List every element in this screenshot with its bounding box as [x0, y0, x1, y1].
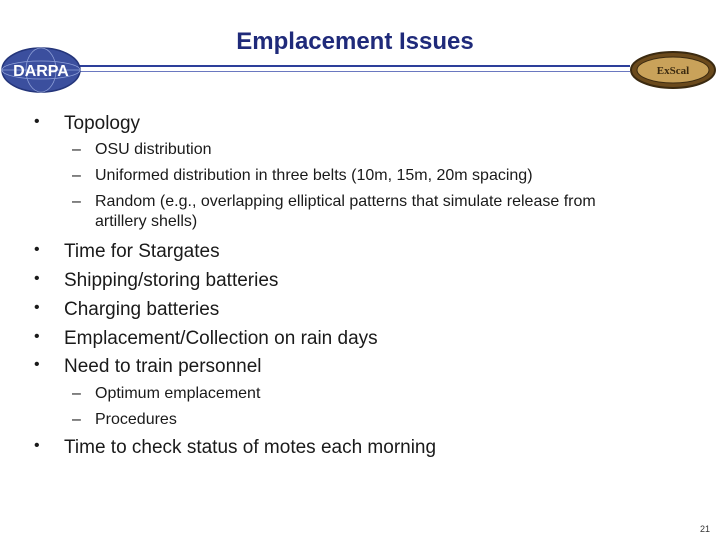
- bullet-marker: •: [34, 328, 40, 345]
- sub-bullet-text: artillery shells): [95, 213, 198, 230]
- bullet-marker: •: [34, 113, 40, 130]
- bullet-text: Topology: [64, 113, 141, 134]
- bullet-text: Emplacement/Collection on rain days: [64, 328, 378, 349]
- sub-bullet-text: OSU distribution: [95, 141, 212, 158]
- bullet-text: Time to check status of motes each morning: [64, 437, 437, 458]
- bullet-marker: •: [34, 356, 40, 373]
- exscal-logo-text: ExScal: [656, 65, 690, 77]
- exscal-logo: [630, 50, 716, 90]
- title-rule: [70, 65, 630, 67]
- darpa-logo-text: DARPA: [13, 63, 69, 80]
- bullet-text: Charging batteries: [64, 299, 220, 320]
- darpa-logo: [0, 46, 82, 94]
- bullet-marker: •: [34, 270, 40, 287]
- sub-bullet-text: Optimum emplacement: [95, 385, 261, 402]
- bullet-marker: •: [34, 437, 40, 454]
- dash-marker: –: [72, 385, 81, 402]
- sub-bullet-text: Procedures: [95, 411, 177, 428]
- bullet-marker: •: [34, 241, 40, 258]
- dash-marker: –: [72, 193, 81, 210]
- sub-bullet-text: Uniformed distribution in three belts (10m, 15m, 20m spacing): [95, 167, 533, 184]
- sub-bullet-text: Random (e.g., overlapping elliptical patterns that simulate release from: [95, 193, 596, 210]
- dash-marker: –: [72, 167, 81, 184]
- dash-marker: –: [72, 411, 81, 428]
- page-number: 21: [700, 524, 711, 534]
- bullet-text: Time for Stargates: [64, 241, 220, 262]
- bullet-text: Shipping/storing batteries: [64, 270, 279, 291]
- title-rule-thin: [70, 71, 630, 72]
- dash-marker: –: [72, 141, 81, 158]
- bullet-text: Need to train personnel: [64, 356, 262, 377]
- bullet-marker: •: [34, 299, 40, 316]
- slide-title: Emplacement Issues: [236, 28, 474, 55]
